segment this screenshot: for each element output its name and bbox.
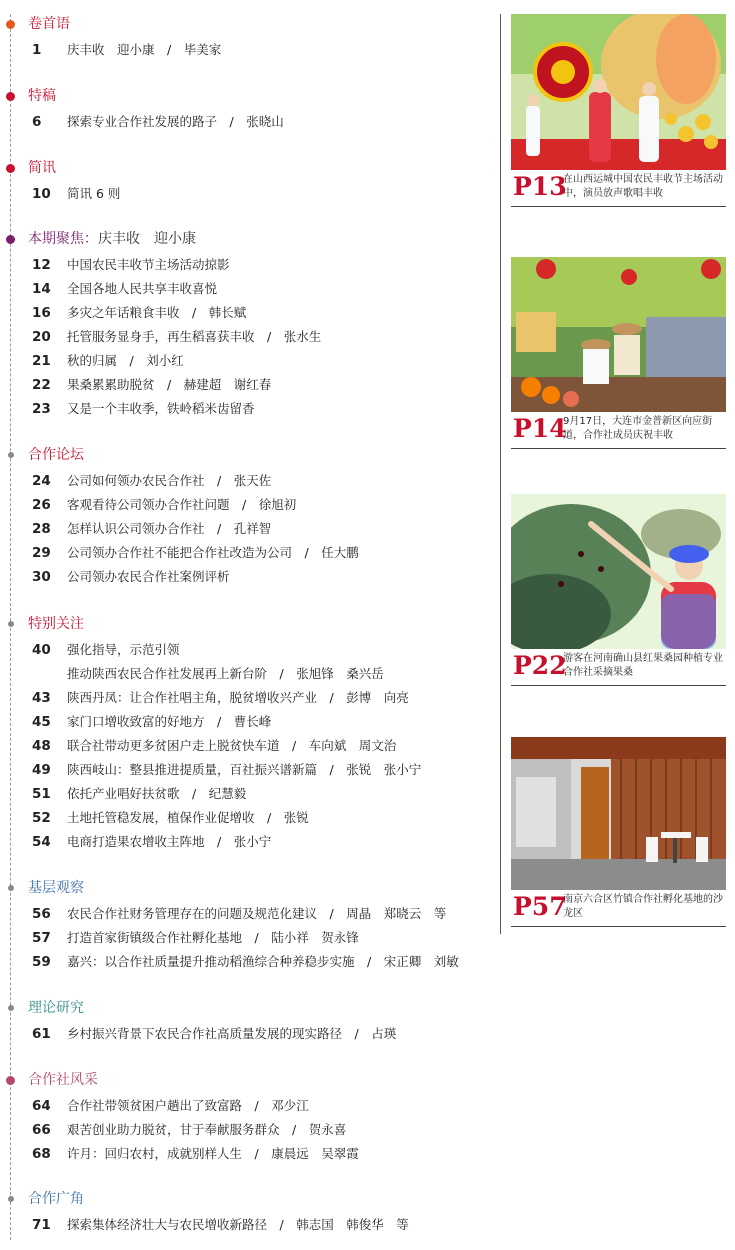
entry-title: 打造首家街镇级合作社孵化基地 / 陆小祥 贺永锋 [67, 930, 359, 945]
section-dot [6, 235, 15, 244]
section-title: 合作广角 [28, 1191, 84, 1207]
photo-caption-row [511, 170, 726, 207]
page-number: 68 [32, 1146, 51, 1162]
page-number: 28 [32, 521, 51, 537]
entry-title: 客观看待公司领办合作社问题 / 徐旭初 [67, 497, 297, 512]
page-number: 30 [32, 569, 51, 585]
page-number: 14 [32, 281, 51, 297]
entry-title: 果桑累累助脱贫 / 赫建超 谢红春 [67, 377, 272, 392]
photo-caption: 在山西运城中国农民丰收节主场活动中，演员放声歌唱丰收 [563, 174, 723, 199]
entry-title: 电商打造果农增收主阵地 / 张小宁 [67, 834, 272, 849]
page-number: 20 [32, 329, 51, 345]
section-title: 合作社风采 [28, 1072, 98, 1088]
entry-title: 探索专业合作社发展的路子 / 张晓山 [67, 114, 284, 129]
page-number: 51 [32, 786, 51, 802]
page-number: 23 [32, 401, 51, 417]
page-number: 59 [32, 954, 51, 970]
entry-title: 秋的归属 / 刘小红 [67, 353, 184, 368]
page-ref-label[interactable]: P13 [513, 172, 567, 201]
page-number: 1 [32, 42, 42, 58]
page-number: 43 [32, 690, 51, 706]
entry-title: 怎样认识公司领办合作社 / 孔祥智 [67, 521, 272, 536]
photo-card-p14 [511, 257, 726, 449]
page-number: 54 [32, 834, 51, 850]
entry-title: 合作社带领贫困户趟出了致富路 / 邓少江 [67, 1098, 309, 1113]
entry-title: 乡村振兴背景下农民合作社高质量发展的现实路径 / 占瑛 [67, 1026, 397, 1041]
page-number: 56 [32, 906, 51, 922]
page-number: 64 [32, 1098, 51, 1114]
section-dot [6, 92, 15, 101]
page-number: 49 [32, 762, 51, 778]
page-number: 22 [32, 377, 51, 393]
festival-stage-image [511, 14, 726, 170]
entry-title: 陕西岐山：整县推进提质量，百社振兴谱新篇 / 张锐 张小宁 [67, 762, 422, 777]
photo-card-p13 [511, 14, 726, 207]
entry-title: 托管服务显身手，再生稻喜获丰收 / 张水生 [67, 329, 322, 344]
entry-title: 庆丰收 迎小康 / 毕美家 [67, 42, 222, 57]
entry-title: 强化指导，示范引领 [67, 642, 180, 657]
section-dot [8, 1005, 14, 1011]
photo-caption: 9月17日，大连市金普新区向应街道，合作社成员庆祝丰收 [563, 416, 713, 441]
page-number: 29 [32, 545, 51, 561]
photo-caption: 南京六合区竹镇合作社孵化基地的沙龙区 [563, 894, 723, 919]
page-number: 24 [32, 473, 51, 489]
section-title: 基层观察 [28, 880, 84, 896]
page-number: 6 [32, 114, 42, 130]
incubator-lounge-image [511, 737, 726, 890]
entry-title: 简讯 6 则 [67, 186, 121, 201]
section-dot [6, 20, 15, 29]
photo-card-p22 [511, 494, 726, 686]
entry-title: 探索集体经济壮大与农民增收新路径 / 韩志国 韩俊华 等 [67, 1217, 409, 1232]
page-number: 16 [32, 305, 51, 321]
entry-title: 又是一个丰收季，铁岭稻米齿留香 [67, 401, 255, 416]
section-dot [8, 1196, 14, 1202]
page-number: 26 [32, 497, 51, 513]
page-number: 12 [32, 257, 51, 273]
section-dot [8, 621, 14, 627]
page-ref-label[interactable]: P22 [513, 651, 567, 680]
entry-title: 公司领办合作社不能把合作社改造为公司 / 任大鹏 [67, 545, 359, 560]
photo-caption-row [511, 649, 726, 686]
page-number: 52 [32, 810, 51, 826]
entry-title: 公司领办农民合作社案例评析 [67, 569, 230, 584]
photo-card-p57 [511, 737, 726, 927]
entry-title: 农民合作社财务管理存在的问题及规范化建议 / 周晶 郑晓云 等 [67, 906, 447, 921]
section-title: 本期聚焦：庆丰收 迎小康 [28, 231, 196, 247]
section-dot [6, 1076, 15, 1085]
page-ref-label[interactable]: P14 [513, 414, 567, 443]
entry-title: 公司如何领办农民合作社 / 张天佐 [67, 473, 272, 488]
photo-caption: 游客在河南确山县红果桑园种植专业合作社采摘果桑 [563, 653, 723, 678]
entry-title: 多灾之年话粮食丰收 / 韩长赋 [67, 305, 247, 320]
page-number: 40 [32, 642, 51, 658]
page-number: 45 [32, 714, 51, 730]
page-number: 61 [32, 1026, 51, 1042]
entry-title: 联合社带动更多贫困户走上脱贫快车道 / 车向斌 周文治 [67, 738, 397, 753]
section-dot [6, 164, 15, 173]
column-divider [500, 14, 501, 934]
section-title: 卷首语 [28, 16, 70, 32]
entry-title: 艰苦创业助力脱贫，甘于奉献服务群众 / 贺永喜 [67, 1122, 347, 1137]
mulberry-picking-image [511, 494, 726, 649]
section-title: 特稿 [28, 88, 56, 104]
page-number: 21 [32, 353, 51, 369]
entry-title: 中国农民丰收节主场活动掠影 [67, 257, 230, 272]
page-number: 48 [32, 738, 51, 754]
page-number: 10 [32, 186, 51, 202]
page-number: 66 [32, 1122, 51, 1138]
entry-title: 全国各地人民共享丰收喜悦 [67, 281, 218, 296]
entry-title: 许月：回归农村，成就别样人生 / 康晨远 吴翠霞 [67, 1146, 359, 1161]
page-number: 57 [32, 930, 51, 946]
section-dot [8, 885, 14, 891]
page-ref-label[interactable]: P57 [513, 892, 567, 921]
photo-caption-row [511, 412, 726, 449]
section-dot [8, 452, 14, 458]
entry-title: 家门口增收致富的好地方 / 曹长峰 [67, 714, 272, 729]
entry-title: 陕西丹凤：让合作社唱主角，脱贫增收兴产业 / 彭博 向亮 [67, 690, 409, 705]
entry-title: 土地托管稳发展，植保作业促增收 / 张锐 [67, 810, 309, 825]
entry-title: 嘉兴：以合作社质量提升推动稻渔综合种养稳步实施 / 宋正卿 刘敏 [67, 954, 459, 969]
timeline-dashed-line [10, 14, 11, 1240]
section-title: 特别关注 [28, 616, 84, 632]
entry-title: 推动陕西农民合作社发展再上新台阶 / 张旭锋 桑兴岳 [67, 666, 384, 681]
section-title: 理论研究 [28, 1000, 84, 1016]
photo-caption-row [511, 890, 726, 927]
entry-title: 依托产业唱好扶贫歌 / 纪慧毅 [67, 786, 247, 801]
page-number: 71 [32, 1217, 51, 1233]
harvest-celebration-image [511, 257, 726, 412]
section-title: 合作论坛 [28, 447, 84, 463]
section-title: 简讯 [28, 160, 56, 176]
